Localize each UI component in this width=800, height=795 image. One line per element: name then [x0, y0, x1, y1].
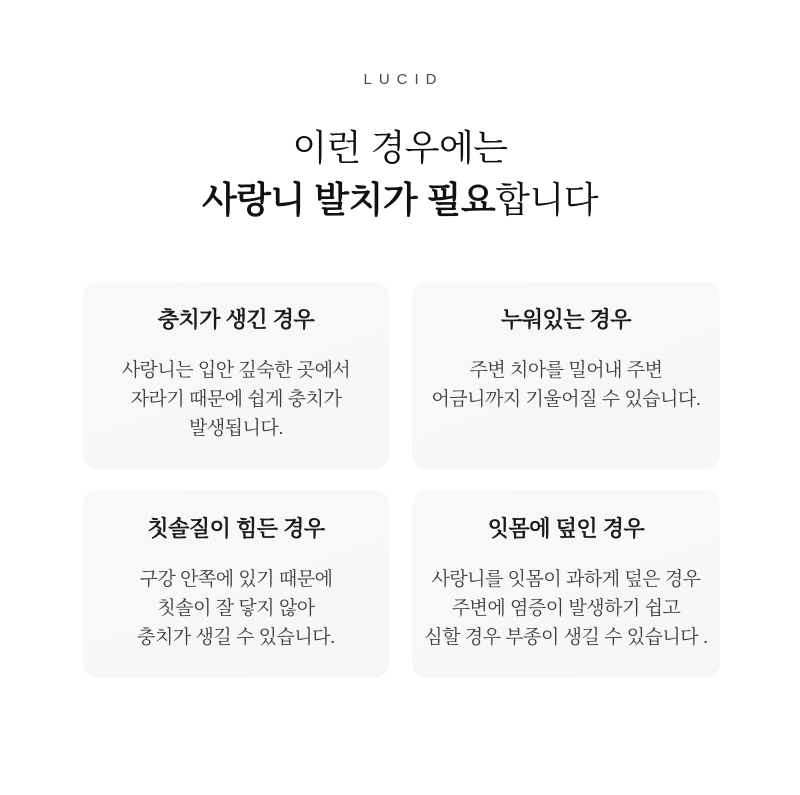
page-title-line-2-bold: 사랑니 발치가 필요	[201, 179, 496, 220]
card-body-line: 사랑니는 입안 깊숙한 곳에서	[121, 360, 351, 381]
page-title	[0, 122, 800, 226]
card-body-line: 칫솔이 잘 닿지 않아	[157, 598, 315, 619]
lucid-logo: LUCID	[363, 71, 444, 88]
card-body-line: 사랑니를 잇몸이 과하게 덮은 경우	[431, 569, 701, 590]
card-cavity-case	[83, 281, 389, 469]
card-body	[83, 356, 389, 443]
card-lying-case	[412, 281, 720, 469]
card-body-line: 자라기 때문에 쉽게 충치가	[130, 389, 342, 410]
card-body	[83, 565, 389, 652]
card-title: 칫솔질이 힘든 경우	[147, 516, 325, 541]
card-body	[412, 565, 720, 652]
card-body-line: 충치가 생길 수 있습니다.	[137, 627, 335, 648]
card-body-line: 어금니까지 기울어질 수 있습니다.	[431, 389, 701, 410]
card-body-line: 심할 경우 부종이 생길 수 있습니다 .	[424, 627, 708, 648]
page-title-line-2-regular: 합니다	[495, 179, 599, 220]
card-gum-covered-case	[412, 490, 720, 678]
card-body-line: 주변에 염증이 발생하기 쉽고	[451, 598, 681, 619]
cards-grid	[83, 281, 720, 678]
card-title: 충치가 생긴 경우	[157, 307, 315, 332]
card-body-line: 구강 안쪽에 있기 때문에	[139, 569, 333, 590]
card-title: 누워있는 경우	[500, 307, 632, 332]
card-brushing-case	[83, 490, 389, 678]
card-body	[412, 356, 720, 414]
card-body-line: 주변 치아를 밀어내 주변	[469, 360, 663, 381]
card-title: 잇몸에 덮인 경우	[487, 516, 645, 541]
page-title-line-2	[0, 174, 800, 226]
card-body-line: 발생됩니다.	[188, 418, 284, 439]
page-title-line-1: 이런 경우에는	[292, 127, 508, 168]
